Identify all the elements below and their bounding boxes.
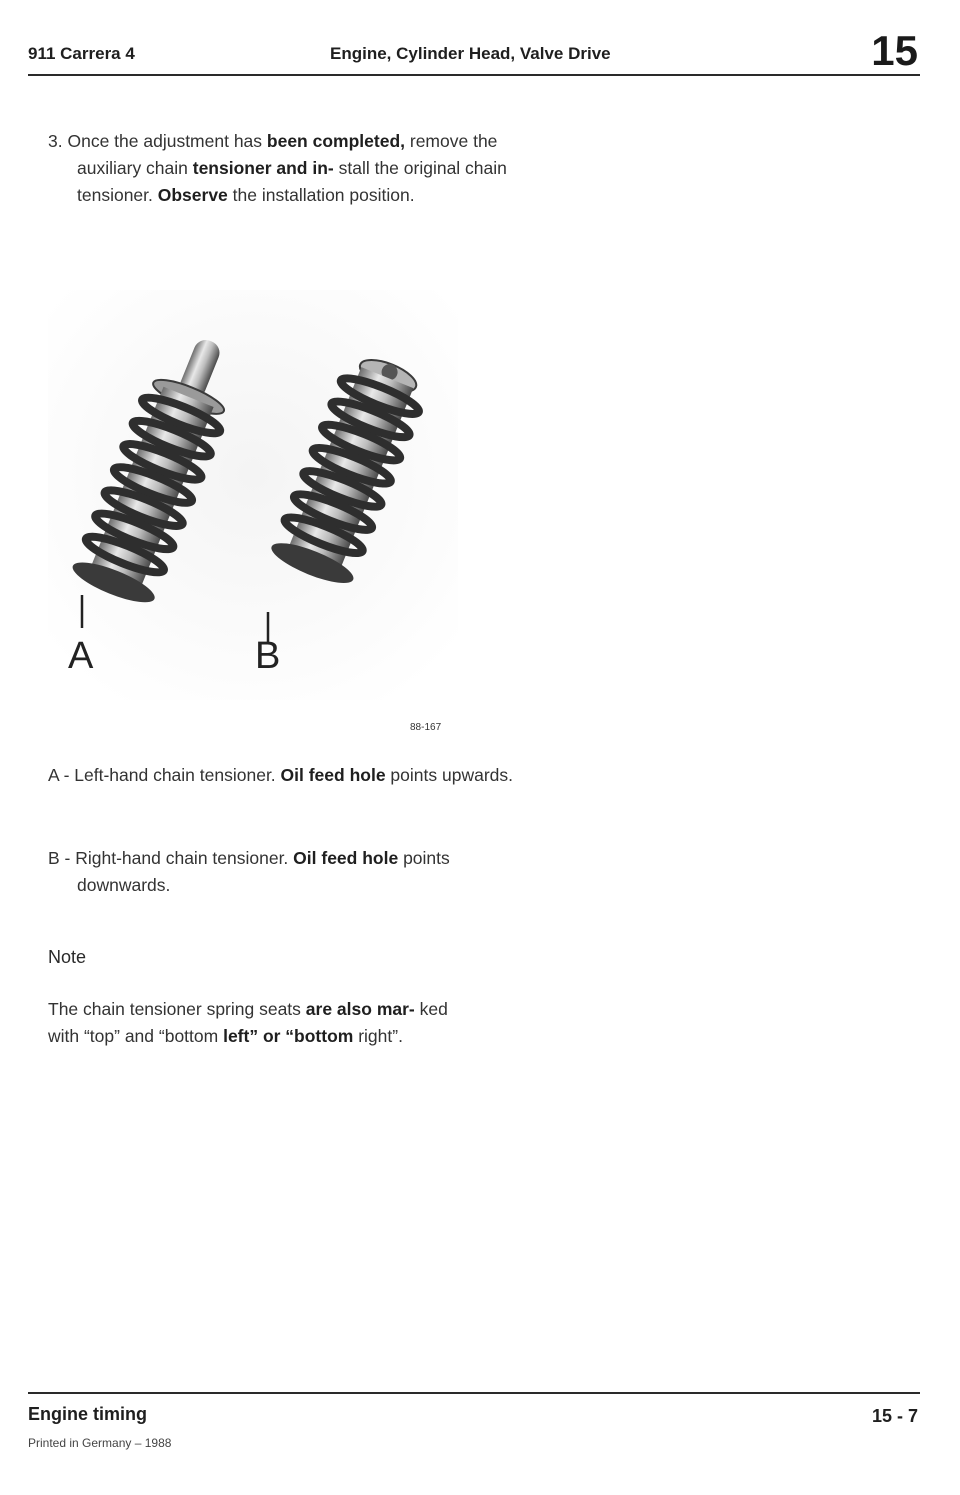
step-text: stall the original chain tensioner. [77, 158, 507, 205]
note-text: ked with “top” and “bottom [48, 999, 448, 1046]
step-3 [48, 128, 517, 209]
note-text: left” or “bottom [223, 1026, 354, 1046]
footer-printed: Printed in Germany – 1988 [28, 1436, 172, 1450]
note-text: are also mar- [305, 999, 415, 1019]
page-header [28, 27, 920, 74]
note-text: right”. [353, 1026, 403, 1046]
legend-key: B - [48, 848, 71, 868]
step-text: Once the adjustment has [67, 131, 267, 151]
header-rule [28, 74, 920, 76]
note-heading: Note [48, 947, 87, 967]
legend-key: A - [48, 765, 70, 785]
step-text: been completed, [266, 131, 405, 151]
legend-text: points downwards. [77, 848, 450, 895]
step-text: Observe [157, 185, 228, 205]
header-group-number: 15 [871, 27, 918, 74]
note-body [48, 996, 468, 1050]
chain-tensioner-photo [48, 290, 458, 700]
footer-section-title: Engine timing [28, 1404, 147, 1424]
legend-text: Left-hand chain tensioner. [69, 765, 281, 785]
label-b: B [255, 635, 281, 677]
step-number: 3. [48, 131, 63, 151]
label-a: A [68, 635, 94, 677]
legend-text: points upwards. [385, 765, 513, 785]
header-title: Engine, Cylinder Head, Valve Drive [330, 44, 611, 63]
legend-text: Oil feed hole [280, 765, 386, 785]
figure-code: 88-167 [410, 722, 442, 733]
step-text: remove the auxiliary chain [77, 131, 498, 178]
page-number: 15 - 7 [871, 1406, 918, 1426]
legend-item-b [48, 845, 517, 899]
legend-item-a [48, 762, 517, 789]
step-text: tensioner and in- [192, 158, 334, 178]
step-text: the installation position. [227, 185, 415, 205]
header-model: 911 Carrera 4 [28, 44, 135, 63]
legend-text: Right-hand chain tensioner. [70, 848, 294, 868]
legend-text: Oil feed hole [293, 848, 399, 868]
note-text: The chain tensioner spring seats [48, 999, 306, 1019]
footer-rule [28, 1392, 920, 1394]
